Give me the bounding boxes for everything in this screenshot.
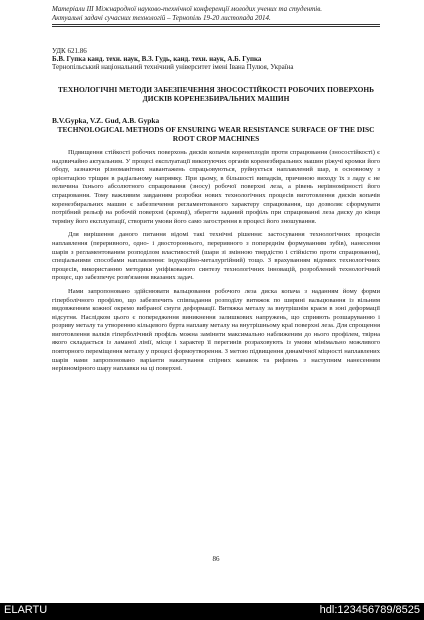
body-text (52, 149, 380, 379)
conference-header-line2: Актуальні задачі сучасних технологій – Тернопіль 19-20 листопада 2014. (52, 14, 271, 22)
title-en: TECHNOLOGICAL METHODS OF ENSURING WEAR RESISTANCE SURFACE OF THE DISC ROOT CROP MACHINES (57, 125, 375, 143)
header-rule-bottom (52, 26, 380, 27)
handle-id: hdl:123456789/8525 (319, 604, 420, 616)
affiliation: Тернопільський національний технічний університет імені Івана Пулюя, Україна (52, 63, 294, 71)
authors-ua: Б.В. Гупка канд. техн. наук, В.З. Гудь, канд. техн. наук, А.Б. Гупка (52, 55, 262, 63)
repository-name: ELARTU (4, 604, 48, 616)
paragraph: Нами запропоновано здійснювати вальцювання робочого леза диска копача з наданням йому форми гіперболічного профілю, що забезпечить співпадання розподілу витяжок по ширині вальцювання із вільним видовженням кожної окремо вибраної смуги деформації. Витяжка металу за внутрішнім краєм в зоні деформації відсутня. Наслідком цього є попередження виникнення залишкових напружень, що сприяють розшаруванню і розриву металу та утворенню кільцевого бурта наплаву металу на внутрішньому краї поверхні леза. Для спрощення виготовлення валків гіперболічний профіль можна замінити максимально наближеним до нього профілем, твірна якого складається із ламаної лінії, місце і характер її перегинів розраховують із умови мінімально можливого повторного переміщення металу у процесі формоутворення. З метою підвищення динамічної міцності наплавлених шарів нами запропоновано варіанти накатування спірних канавок та рифлень з наступним нанесенням нерівномірного шару наплавки на ці поверхні. (52, 287, 380, 373)
title-ua: ТЕХНОЛОГІЧНІ МЕТОДИ ЗАБЕЗПЕЧЕННЯ ЗНОСОСТІЙКОСТІ РОБОЧИХ ПОВЕРХОНЬ ДИСКІВ КОРЕНЕЗБИРАЛЬНИХ МАШИН (58, 85, 374, 103)
conference-header-line1: Матеріали III Міжнародної науково-технічної конференції молодих учених та студентів. (52, 5, 322, 13)
conference-header (52, 5, 380, 23)
paragraph: Для вирішення даного питання відомі такі технічні рішення: застосування технологічних процесів наплавлення (переривного, одно- і двостороннього, переривного з попереднім формуванням зубів), нанесення шарів з регламентованим розподілом властивостей (шари зі змінною твердістю і стійкістю проти спрацювання), спеціальними способами наплавлення: індукційно-металургійний) тощо. З врахуванням відомих технологічних процесів, використанню методики уніфікованого синтезу технологічних інновацій, розроблений технологічний процес, що забезпечує розв'язання вказаних задач. (52, 231, 380, 282)
page-number: 86 (212, 555, 220, 563)
footer-bar (0, 603, 424, 620)
paragraph: Підвищення стійкості робочих поверхонь дисків копачів коренеплодів проти спрацювання (зносостійкості) є надзвичайно актуальним. У процесі експлуатації викопуючих органів коренезбиральних машин ріжучі кромки його ободу, зазнаючи різноманітних навантажень спрацьовуються, руйнується наплавлений шар, в основному з орієнтацією тріщин в радіальному напрямку. При цьому, в більшості випадків, причиною виходу їх з ладу є не величина їхнього абсолютного спрацювання (зносу) робочої поверхні леза, а рівень нерівномірності його спрацювання. Тому важливим завданням розробки нових технологічних процесів виготовлення дисків копачів коренезбиральних машин є забезпечення регламентованого характеру спрацювання, що дозволяє сформувати потрібний рельєф на робочій поверхні (кромці), зберегти заданий профіль при спрацюванні леза диску до кінця терміну його експлуатації, створити умови його само загострення в процесі його зношування. (52, 149, 380, 225)
authors-en: B.V.Gypka, V.Z. Gud, A.B. Gypka (52, 116, 160, 125)
header-rule-top (52, 24, 380, 25)
udk-code: УДК 621.86 (52, 47, 87, 55)
